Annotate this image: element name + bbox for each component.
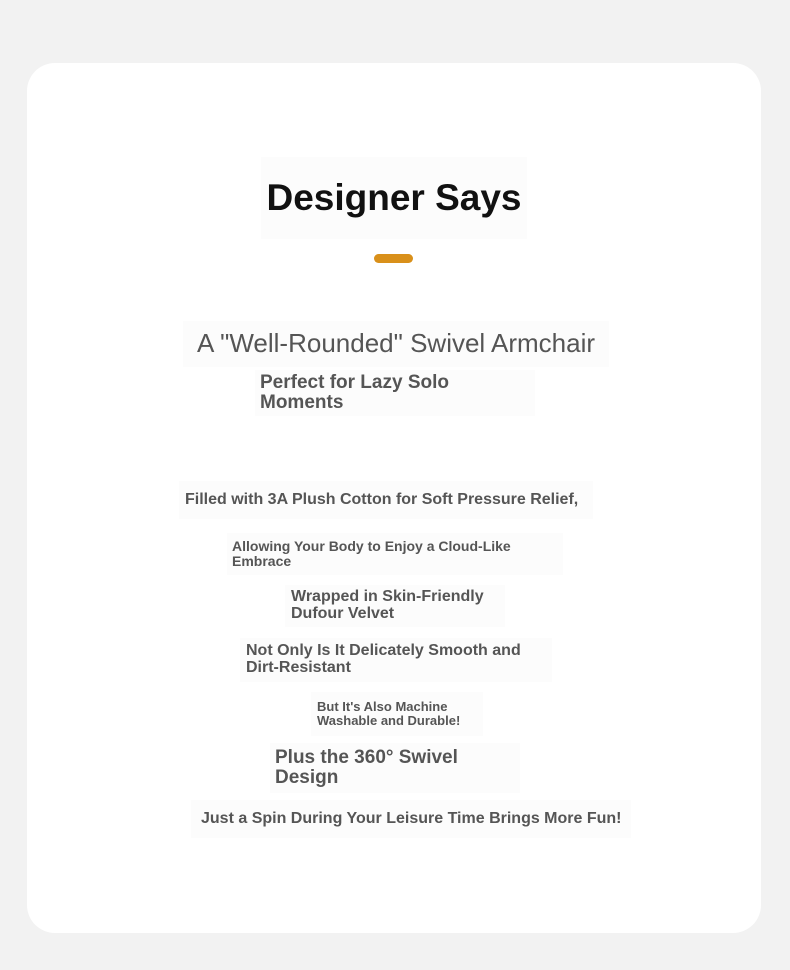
product-subheading: A "Well-Rounded" Swivel Armchair [183,321,609,367]
feature-line-3: Allowing Your Body to Enjoy a Cloud-Like Embrace [227,533,563,575]
feature-line-4: Wrapped in Skin-Friendly Dufour Velvet [285,585,505,627]
feature-line-8: Just a Spin During Your Leisure Time Brings More Fun! [191,800,631,838]
content-card [27,63,761,933]
feature-line-5: Not Only Is It Delicately Smooth and Dirt-Resistant [240,638,552,682]
feature-line-1: Perfect for Lazy Solo Moments [255,370,535,416]
title-accent-bar [374,254,413,263]
feature-line-2: Filled with 3A Plush Cotton for Soft Pressure Relief, [179,481,593,519]
feature-line-7: Plus the 360° Swivel Design [270,743,520,793]
feature-line-6: But It's Also Machine Washable and Durable! [311,692,483,736]
page-title: Designer Says [261,157,527,239]
